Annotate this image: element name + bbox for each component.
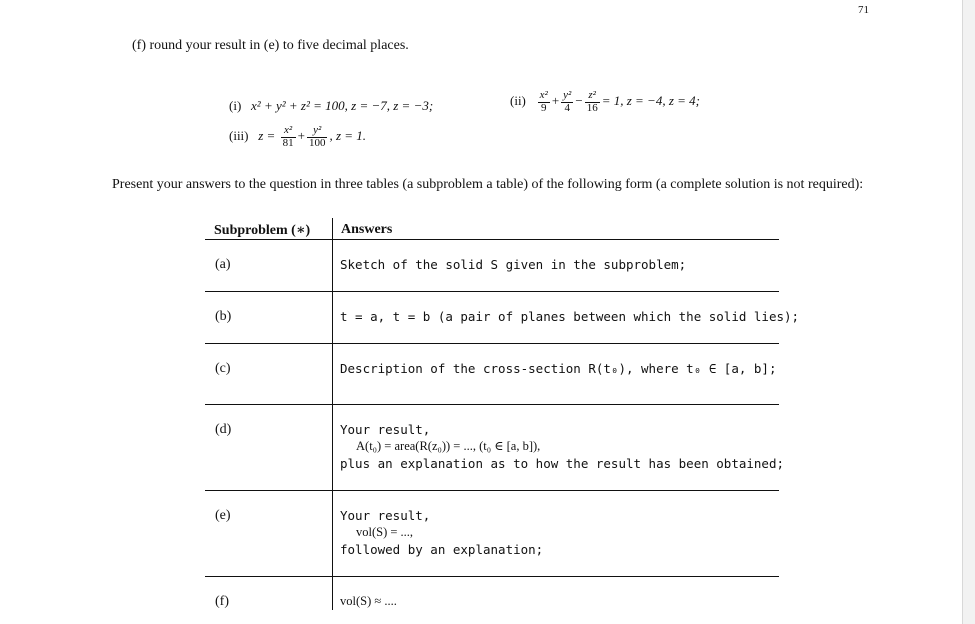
row-f-label: (f) xyxy=(215,594,229,609)
problem-iii: (iii) z = $\frac{\text{x²}}{81}$ + $\frac{\text{y²}}{100}$ , z = 1. xyxy=(229,124,367,149)
row-rule xyxy=(205,490,779,491)
problem-ii-frac-x xyxy=(538,90,550,114)
problem-iii-frac-x-den: 81 xyxy=(282,136,294,149)
problem-ii-frac-z xyxy=(585,90,600,114)
row-f-line-1: vol(S) ≈ .... xyxy=(340,594,397,608)
row-b-answer xyxy=(340,308,799,325)
problem-ii-rest: = 1, z = −4, z = 4; xyxy=(601,93,700,109)
page-number: 71 xyxy=(858,4,869,16)
answer-table xyxy=(205,218,800,618)
table-column-divider xyxy=(332,218,333,610)
problem-i-label: (i) xyxy=(229,98,242,113)
problem-iii-frac-y-den: 100 xyxy=(308,136,326,149)
row-e-line-3: followed by an explanation; xyxy=(340,542,544,557)
problem-i-equation: x² + y² + z² = 100, z = −7, z = −3; xyxy=(251,98,434,113)
row-d-label: (d) xyxy=(215,422,232,437)
row-d-line-3: plus an explanation as to how the result has been obtained; xyxy=(340,456,785,471)
row-c-label: (c) xyxy=(215,361,231,376)
problem-ii-frac-y-num: y² xyxy=(563,89,572,101)
problem-ii-frac-z-den: 16 xyxy=(586,101,598,114)
row-rule xyxy=(205,343,779,344)
problem-ii-frac-z-num: z² xyxy=(585,90,600,103)
row-e-label: (e) xyxy=(215,508,231,523)
problem-i xyxy=(229,98,433,114)
row-c-line-1: Description of the cross-section R(t₀), where t₀ ∈ [a, b]; xyxy=(340,361,777,376)
row-e-line-2: vol(S) = ..., xyxy=(356,525,414,539)
present-instructions: Present your answers to the question in three tables (a subproblem a table) of the following form (a complete solution is not required): xyxy=(112,177,864,192)
row-a-label: (a) xyxy=(215,257,231,272)
problem-iii-frac-x xyxy=(281,125,296,149)
row-d-line-2: A(t₀) = area(R(z₀)) = ..., (t₀ ∈ [a, b]), xyxy=(356,439,541,453)
row-b-line-1: t = a, t = b (a pair of planes between which the solid lies); xyxy=(340,309,800,324)
problem-iii-frac-y xyxy=(307,125,328,149)
viewer-scroll-gutter[interactable] xyxy=(962,0,975,624)
row-rule xyxy=(205,404,779,405)
header-subproblem: Subproblem (∗) xyxy=(214,223,311,238)
problem-iii-lhs: z = xyxy=(258,128,276,144)
row-a-line-1: Sketch of the solid S given in the subproblem; xyxy=(340,257,687,272)
row-a-answer xyxy=(340,256,686,273)
row-rule xyxy=(205,576,779,577)
problem-ii-frac-x-den: 9 xyxy=(540,101,547,114)
row-f-answer xyxy=(340,593,397,610)
header-answers: Answers xyxy=(341,222,393,237)
problem-iii-frac-x-num: x² xyxy=(281,125,296,138)
problem-iii-frac-y-num: y² xyxy=(307,125,328,138)
problem-ii: (ii) $\frac{\text{x²}}{9}$ + $\frac{\text{y²}}{4}$ − $\frac{\text{z²}}{16}$ = 1, z = −4, z = 4; xyxy=(510,89,700,114)
problem-ii-frac-x-num: x² xyxy=(539,89,548,101)
problem-ii-frac-y-den: 4 xyxy=(564,101,571,114)
problem-ii-frac-y xyxy=(561,90,573,114)
row-e-answer xyxy=(340,507,543,558)
row-d-answer xyxy=(340,421,784,472)
row-d-line-1: Your result, xyxy=(340,422,431,437)
row-b-label: (b) xyxy=(215,309,232,324)
row-c-answer xyxy=(340,360,777,377)
header-rule xyxy=(205,239,779,240)
problem-iii-label: (iii) xyxy=(229,128,249,144)
problem-ii-label: (ii) xyxy=(510,93,526,109)
instruction-step-f: (f) round your result in (e) to five decimal places. xyxy=(132,38,409,53)
problem-iii-rest: , z = 1. xyxy=(329,128,367,144)
row-rule xyxy=(205,291,779,292)
row-e-line-1: Your result, xyxy=(340,508,431,523)
